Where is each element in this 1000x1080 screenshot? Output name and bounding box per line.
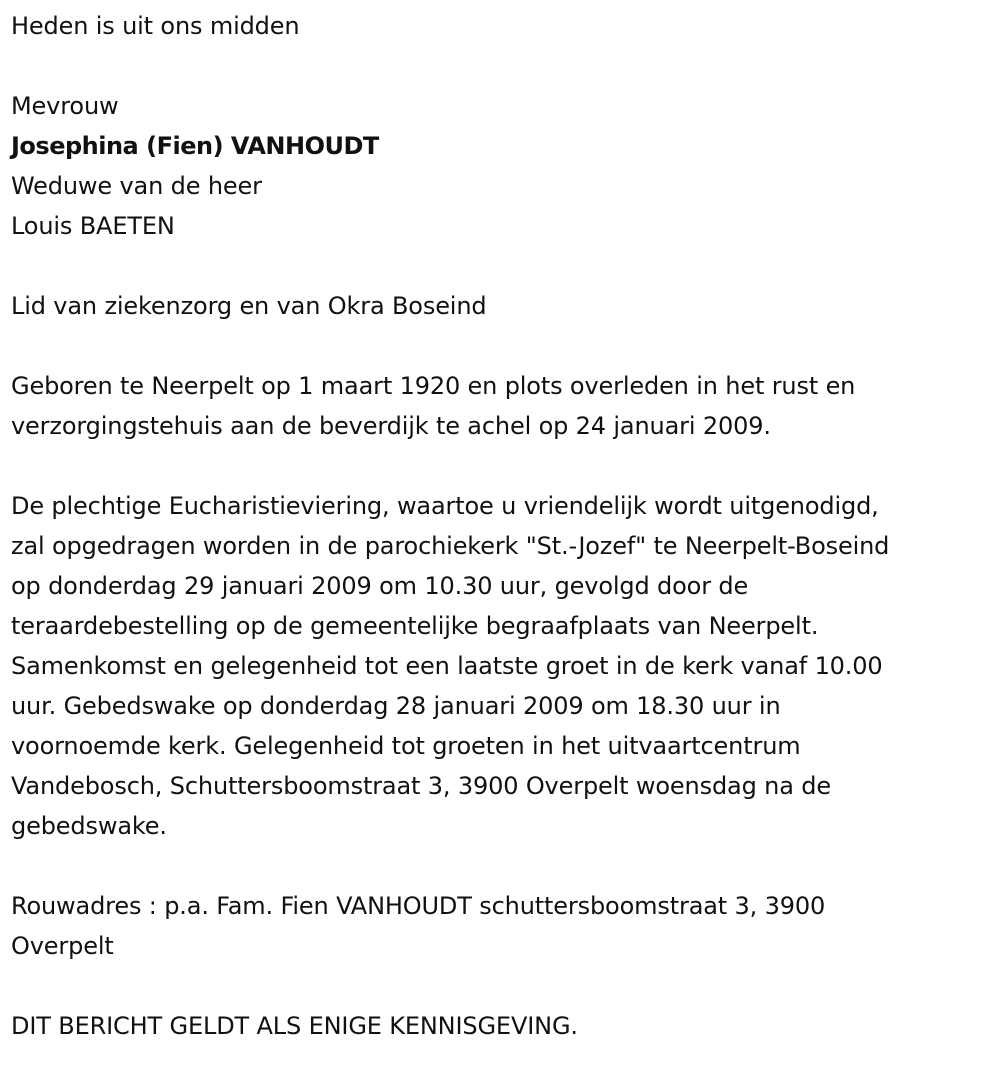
spouse-name: Louis BAETEN — [11, 212, 175, 240]
paragraph-line: gebedswake. — [11, 812, 167, 840]
salutation: Mevrouw — [11, 92, 119, 120]
spacer — [11, 846, 995, 886]
widow-line: Weduwe van de heer — [11, 172, 262, 200]
closing-line: DIT BERICHT GELDT ALS ENIGE KENNISGEVING. — [11, 1012, 578, 1040]
spacer — [11, 246, 995, 286]
paragraph-line: Samenkomst en gelegenheid tot een laatste groet in de kerk vanaf 10.00 — [11, 652, 883, 680]
membership-line: Lid van ziekenzorg en van Okra Boseind — [11, 292, 487, 320]
address-paragraph — [11, 886, 995, 966]
birth-death-paragraph — [11, 366, 995, 446]
paragraph-line: voornoemde kerk. Gelegenheid tot groeten in het uitvaartcentrum — [11, 732, 801, 760]
death-notice — [11, 6, 995, 1046]
intro-line: Heden is uit ons midden — [11, 12, 300, 40]
paragraph-line: Vandebosch, Schuttersboomstraat 3, 3900 Overpelt woensdag na de — [11, 772, 831, 800]
paragraph-line: uur. Gebedswake op donderdag 28 januari 2009 om 18.30 uur in — [11, 692, 781, 720]
paragraph-line: De plechtige Eucharistieviering, waartoe u vriendelijk wordt uitgenodigd, — [11, 492, 879, 520]
paragraph-line: Geboren te Neerpelt op 1 maart 1920 en plots overleden in het rust en — [11, 372, 856, 400]
spacer — [11, 326, 995, 366]
spacer — [11, 46, 995, 86]
spacer — [11, 966, 995, 1006]
spacer — [11, 446, 995, 486]
paragraph-line: op donderdag 29 januari 2009 om 10.30 uur, gevolgd door de — [11, 572, 749, 600]
paragraph-line: verzorgingstehuis aan de beverdijk te achel op 24 januari 2009. — [11, 412, 771, 440]
paragraph-line: zal opgedragen worden in de parochiekerk "St.-Jozef" te Neerpelt-Boseind — [11, 532, 890, 560]
paragraph-line: Overpelt — [11, 932, 114, 960]
paragraph-line: teraardebestelling op de gemeentelijke begraafplaats van Neerpelt. — [11, 612, 819, 640]
deceased-name: Josephina (Fien) VANHOUDT — [11, 132, 379, 160]
ceremony-paragraph — [11, 486, 995, 846]
paragraph-line: Rouwadres : p.a. Fam. Fien VANHOUDT schuttersboomstraat 3, 3900 — [11, 892, 826, 920]
